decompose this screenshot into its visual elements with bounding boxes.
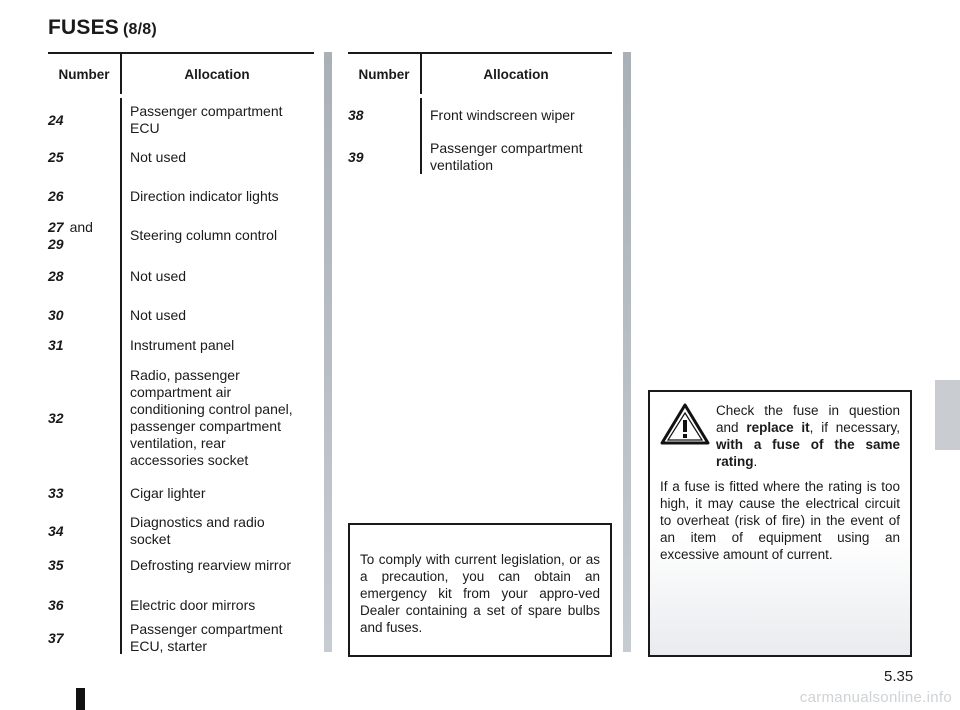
page-title: [48, 16, 157, 40]
header-allocation: Allocation: [483, 67, 549, 82]
fuse-allocation: [130, 227, 277, 244]
table-row: [348, 107, 612, 124]
fuse-allocation: [130, 307, 186, 324]
fuse-number-line: [48, 219, 93, 236]
fuse-allocation-line: passenger compartment: [130, 418, 281, 434]
fuse-allocation: [130, 268, 186, 285]
fuse-number-value: 27: [48, 219, 64, 235]
fuse-number: 26: [48, 188, 64, 204]
fuse-allocation-line: ECU, starter: [130, 638, 208, 654]
fuse-number: 25: [48, 149, 64, 165]
header-number: Number: [58, 67, 110, 82]
fuse-allocation: [130, 188, 279, 205]
fuse-allocation-line: Passenger compartment: [430, 140, 583, 156]
warning-text: If a fuse is fitted where the rating is too high, it may cause the electrical circuit to overheat (risk of fire) in the event of an item of equipment using an excessive amount of current.: [660, 479, 900, 562]
column-divider-bar: [324, 52, 332, 652]
fuse-allocation-line: Not used: [130, 307, 187, 323]
table-header: [48, 54, 314, 94]
fuse-table-right: [348, 52, 612, 172]
fuse-allocation: [130, 557, 291, 574]
fuse-number: 30: [48, 307, 64, 323]
fuse-table-left: [48, 52, 314, 652]
table-row: [48, 557, 314, 574]
warning-lead-bold: with a fuse of the same rating: [716, 437, 900, 469]
fuse-allocation-line: conditioning control panel,: [130, 401, 293, 417]
fuse-allocation-line: Not used: [130, 149, 187, 165]
footer-mark: [76, 688, 85, 710]
fuse-allocation: [430, 140, 583, 174]
fuse-number: 28: [48, 268, 64, 284]
fuse-allocation-line: Defrosting rearview mirror: [130, 557, 292, 573]
table-header: [348, 54, 612, 94]
table-row: [48, 307, 314, 324]
fuse-allocation-line: Radio, passenger: [130, 367, 240, 383]
fuse-allocation: [130, 103, 283, 137]
fuse-allocation-line: Diagnostics and radio: [130, 514, 265, 530]
warning-lead-text: .: [753, 454, 758, 469]
table-row: [48, 219, 314, 253]
fuse-number-and: and: [69, 219, 93, 235]
fuse-allocation-line: ECU: [130, 120, 160, 136]
fuse-allocation-line: accessories socket: [130, 452, 249, 468]
fuse-allocation-line: Front windscreen wiper: [430, 107, 575, 123]
fuse-allocation: [130, 337, 234, 354]
fuse-allocation-line: Steering column control: [130, 227, 278, 243]
table-row: [48, 337, 314, 354]
fuse-allocation-line: compartment air: [130, 384, 232, 400]
fuse-number-line: 29: [48, 236, 64, 252]
fuse-number: 31: [48, 337, 64, 353]
table-row: [48, 268, 314, 285]
header-divider: [420, 54, 422, 94]
fuse-number: 39: [348, 149, 364, 165]
fuse-allocation-line: Not used: [130, 268, 187, 284]
fuse-allocation-line: Electric door mirrors: [130, 597, 256, 613]
fuse-allocation-line: ventilation: [430, 157, 494, 173]
warning-lead-text: , if necessary,: [809, 420, 901, 435]
table-row: [348, 140, 612, 174]
warning-lead-bold: replace it: [746, 420, 810, 435]
fuse-allocation-line: Passenger compartment: [130, 621, 283, 637]
column-divider-bar: [623, 52, 631, 652]
emergency-kit-note: [348, 523, 612, 657]
page-number: 5.35: [884, 668, 914, 685]
fuse-number: 37: [48, 630, 64, 646]
table-row: [48, 514, 314, 548]
header-allocation: Allocation: [184, 67, 250, 82]
fuse-allocation-line: Instrument panel: [130, 337, 235, 353]
fuse-number: 32: [48, 410, 64, 426]
fuse-allocation-line: Cigar lighter: [130, 485, 206, 501]
fuse-allocation: [130, 621, 283, 655]
fuse-allocation-line: Passenger compartment: [130, 103, 283, 119]
warning-lead-text: Check the fuse in question and: [716, 403, 900, 435]
header-divider: [120, 54, 122, 94]
fuse-number: 34: [48, 523, 64, 539]
warning-box: [648, 390, 912, 657]
table-row: [48, 367, 314, 469]
fuse-allocation-line: Direction indicator lights: [130, 188, 279, 204]
warning-triangle-icon: [660, 402, 710, 446]
table-row: [48, 485, 314, 502]
fuse-number: 35: [48, 557, 64, 573]
fuse-number: 24: [48, 112, 64, 128]
fuse-allocation: [130, 514, 265, 548]
table-row: [48, 597, 314, 614]
table-row: [48, 103, 314, 137]
table-row: [48, 188, 314, 205]
table-row: [48, 621, 314, 655]
header-number: Number: [358, 67, 410, 82]
fuse-number: [48, 219, 93, 253]
watermark: carmanualsonline.info: [799, 689, 952, 706]
fuse-number: 36: [48, 597, 64, 613]
fuse-allocation-line: ventilation, rear: [130, 435, 226, 451]
fuse-allocation: [130, 149, 186, 166]
fuse-number: 38: [348, 107, 364, 123]
title-sub: (8/8): [123, 21, 157, 38]
chapter-tab: [935, 380, 960, 450]
title-main: FUSES: [48, 16, 120, 39]
fuse-allocation-line: socket: [130, 531, 171, 547]
fuse-allocation: [130, 597, 255, 614]
warning-lead: [716, 402, 900, 470]
table-row: [48, 149, 314, 166]
fuse-allocation: [130, 367, 293, 469]
fuse-allocation: [430, 107, 575, 124]
fuse-number: 33: [48, 485, 64, 501]
fuse-allocation: [130, 485, 205, 502]
note-text: To comply with current legislation, or as a precaution, you can obtain an emergency kit from your appro-ved Dealer containing a set of spare bulbs and fuses.: [360, 552, 600, 635]
